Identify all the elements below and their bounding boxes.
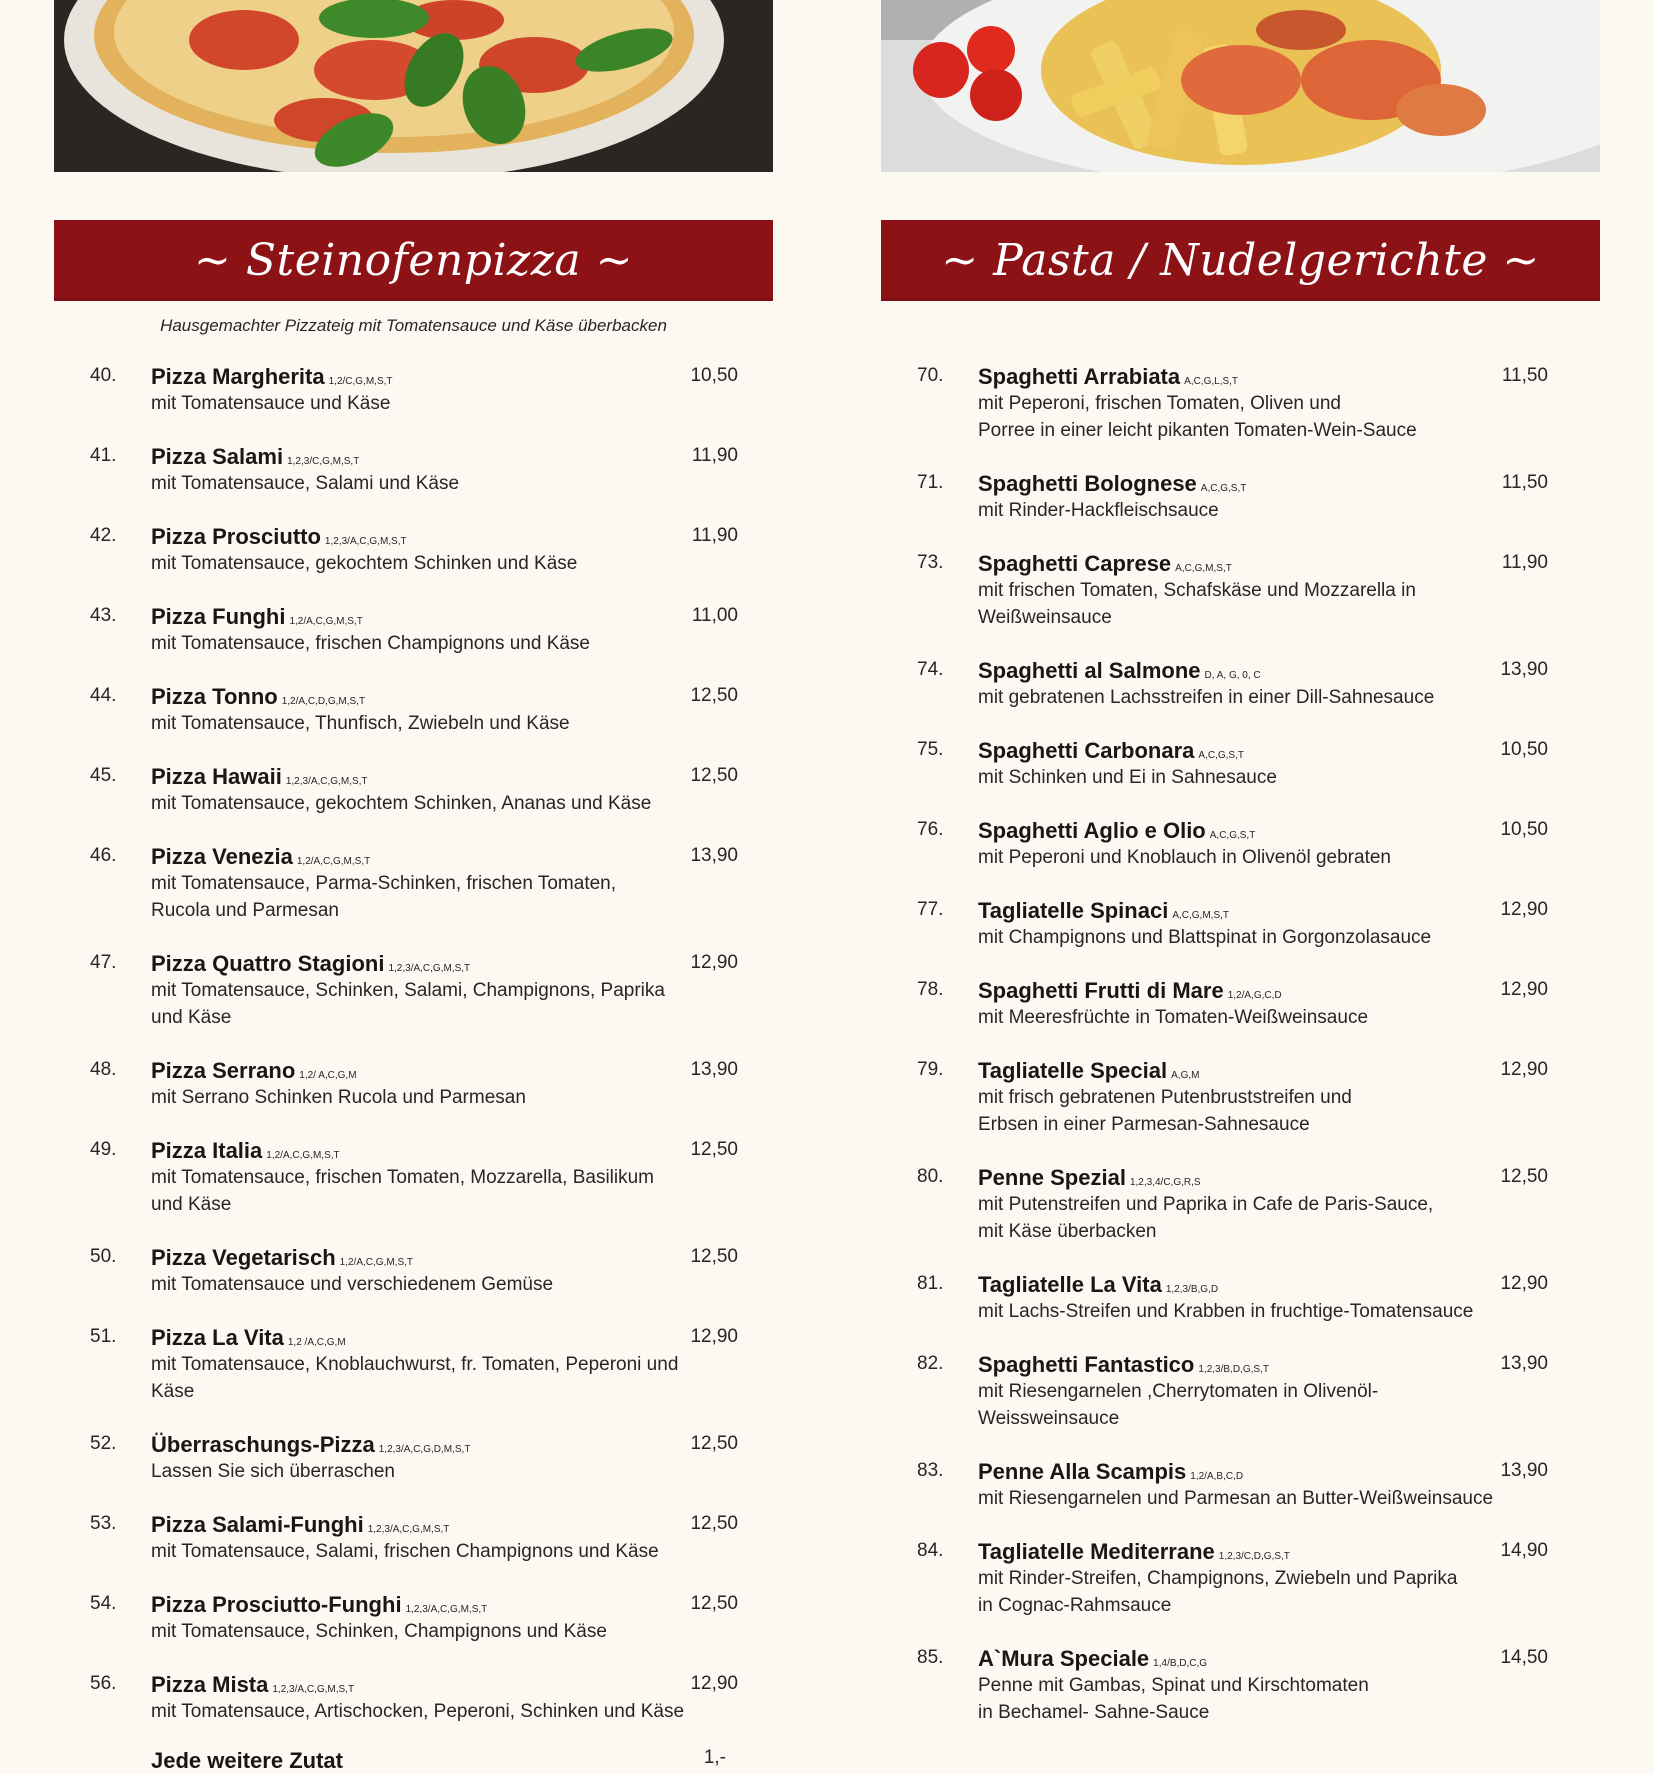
item-price: 12,90 (1500, 1059, 1548, 1080)
item-price: 10,50 (1500, 819, 1548, 840)
item-description: mit Tomatensauce und Käse (151, 393, 391, 414)
menu-item (917, 1164, 1548, 1245)
item-number: 85. (917, 1647, 944, 1668)
item-description: mit Tomatensauce, Schinken, Salami, Champignons, Paprika und Käse (151, 980, 665, 1028)
item-price: 10,50 (1500, 739, 1548, 760)
item-name: Spaghetti Bolognese (978, 471, 1197, 496)
item-name: Spaghetti Frutti di Mare (978, 978, 1224, 1003)
item-price: 12,50 (690, 1433, 738, 1454)
item-allergens: 1,2/A,B,C,D (1190, 1471, 1244, 1482)
menu-item (90, 523, 738, 577)
item-price: 12,50 (690, 1593, 738, 1614)
item-number: 56. (90, 1673, 117, 1694)
item-description: mit Tomatensauce, frischen Tomaten, Mozzarella, Basilikum und Käse (151, 1167, 655, 1215)
item-price: 11,90 (691, 445, 738, 466)
item-price: 11,50 (1501, 472, 1548, 493)
item-description: mit Tomatensauce und verschiedenem Gemüse (151, 1274, 554, 1295)
item-name: Spaghetti Carbonara (978, 738, 1195, 763)
extra-topping-row (90, 1747, 738, 1774)
item-allergens: 1,4/B,D,C,G (1153, 1658, 1208, 1669)
menu-item (917, 1458, 1548, 1512)
pizza-margherita-image (54, 0, 773, 172)
item-number: 45. (90, 765, 117, 786)
item-allergens: A,C,G,M,S,T (1172, 910, 1229, 921)
item-price: 13,90 (1500, 1353, 1548, 1374)
item-allergens: A,C,G,S,T (1200, 483, 1247, 494)
item-name: Pizza Funghi (151, 604, 286, 629)
item-number: 78. (917, 979, 944, 1000)
item-price: 12,90 (1500, 899, 1548, 920)
menu-item (917, 1645, 1548, 1726)
menu-item (90, 843, 738, 924)
menu-item (90, 683, 738, 737)
item-number: 43. (90, 605, 117, 626)
item-allergens: 1,2/C,G,M,S,T (328, 376, 393, 387)
item-description: Lassen Sie sich überraschen (151, 1461, 395, 1482)
menu-item (917, 817, 1548, 871)
item-name: Tagliatelle Spinaci (978, 898, 1169, 923)
item-allergens: 1,2,3/A,C,G,M,S,T (324, 536, 407, 547)
pasta-menu-list (917, 363, 1548, 1752)
menu-item (917, 1538, 1548, 1619)
item-number: 83. (917, 1460, 944, 1481)
item-description: mit Tomatensauce, Parma-Schinken, frischen Tomaten, Rucola und Parmesan (151, 873, 617, 921)
item-number: 82. (917, 1353, 944, 1374)
item-price: 14,50 (1500, 1647, 1548, 1668)
item-allergens: 1,2 /A,C,G,M (287, 1337, 346, 1348)
item-number: 76. (917, 819, 944, 840)
item-name: A`Mura Speciale (978, 1646, 1150, 1671)
item-number: 48. (90, 1059, 117, 1080)
menu-item (90, 603, 738, 657)
item-allergens: 1,2,3,4/C,G,R,S (1129, 1177, 1201, 1188)
item-description: mit Champignons und Blattspinat in Gorgonzolasauce (978, 927, 1432, 948)
extra-topping-label: Jede weitere Zutat (151, 1748, 343, 1773)
item-description: mit Tomatensauce, Salami, frischen Champignons und Käse (151, 1541, 659, 1562)
item-name: Pizza Salami-Funghi (151, 1512, 364, 1537)
item-price: 12,90 (1500, 1273, 1548, 1294)
item-number: 71. (917, 472, 944, 493)
item-allergens: 1,2,3/A,C,G,M,S,T (405, 1604, 488, 1615)
item-name: Pizza Tonno (151, 684, 278, 709)
item-description: mit frischen Tomaten, Schafskäse und Mozzarella in Weißweinsauce (978, 580, 1416, 628)
item-price: 13,90 (690, 1059, 738, 1080)
item-name: Penne Alla Scampis (978, 1459, 1187, 1484)
item-number: 79. (917, 1059, 944, 1080)
item-number: 75. (917, 739, 944, 760)
item-price: 13,90 (1500, 1460, 1548, 1481)
pizza-subtitle: Hausgemachter Pizzateig mit Tomatensauce und Käse überbacken (160, 316, 667, 335)
item-price: 12,50 (690, 765, 738, 786)
item-description: mit Tomatensauce, gekochtem Schinken und Käse (151, 553, 578, 574)
item-allergens: 1,2/ A,C,G,M (299, 1070, 357, 1081)
item-name: Pizza Prosciutto-Funghi (151, 1592, 402, 1617)
menu-item (90, 1324, 738, 1405)
item-price: 13,90 (690, 845, 738, 866)
item-name: Spaghetti Aglio e Olio (978, 818, 1206, 843)
item-description: mit Tomatensauce, Schinken, Champignons und Käse (151, 1621, 607, 1642)
item-name: Spaghetti Arrabiata (978, 364, 1181, 389)
item-description: mit Riesengarnelen ,Cherrytomaten in Olivenöl-Weissweinsauce (978, 1381, 1379, 1429)
item-allergens: 1,2,3/C,G,M,S,T (287, 456, 360, 467)
menu-item (90, 1057, 738, 1111)
item-number: 53. (90, 1513, 117, 1534)
item-number: 84. (917, 1540, 944, 1561)
menu-item (90, 363, 738, 417)
pasta-photo (881, 0, 1600, 172)
item-allergens: 1,2,3/A,C,G,D,M,S,T (378, 1444, 471, 1455)
menu-item (90, 1137, 738, 1218)
item-number: 46. (90, 845, 117, 866)
item-allergens: 1,2/A,C,G,M,S,T (339, 1257, 414, 1268)
item-description: mit Serrano Schinken Rucola und Parmesan (151, 1087, 526, 1108)
item-description: mit Schinken und Ei in Sahnesauce (978, 767, 1277, 788)
item-price: 12,90 (690, 952, 738, 973)
item-description: mit Tomatensauce, Salami und Käse (151, 473, 460, 494)
menu-item (90, 1431, 738, 1485)
penne-shrimp-image (881, 0, 1600, 172)
item-name: Überraschungs-Pizza (151, 1432, 375, 1457)
menu-item (90, 1244, 738, 1298)
item-name: Pizza Prosciutto (151, 524, 321, 549)
menu-item (917, 363, 1548, 444)
item-allergens: 1,2,3/B,D,G,S,T (1198, 1364, 1269, 1375)
item-allergens: 1,2/A,G,C,D (1227, 990, 1282, 1001)
item-price: 11,90 (1501, 552, 1548, 573)
item-number: 52. (90, 1433, 117, 1454)
menu-item (917, 550, 1548, 631)
item-description: mit Putenstreifen und Paprika in Cafe de Paris-Sauce, mit Käse überbacken (978, 1194, 1434, 1242)
item-price: 10,50 (690, 365, 738, 386)
item-description: Penne mit Gambas, Spinat und Kirschtomaten in Bechamel- Sahne-Sauce (978, 1675, 1369, 1723)
item-description: mit Rinder-Hackfleischsauce (978, 500, 1219, 521)
item-price: 12,90 (690, 1673, 738, 1694)
section-title-pasta: ~ Pasta / Nudelgerichte ~ (881, 220, 1600, 301)
item-description: mit Tomatensauce, Knoblauchwurst, fr. Tomaten, Peperoni und Käse (151, 1354, 679, 1402)
item-description: mit Tomatensauce, Artischocken, Peperoni, Schinken und Käse (151, 1701, 685, 1722)
extra-topping-price: 1,- (703, 1747, 726, 1768)
menu-item (917, 977, 1548, 1031)
item-allergens: A,C,G,M,S,T (1175, 563, 1232, 574)
item-name: Pizza Hawaii (151, 764, 282, 789)
item-price: 11,00 (691, 605, 738, 626)
item-allergens: 1,2/A,C,D,G,M,S,T (281, 696, 366, 707)
pizza-menu-list (90, 363, 738, 1774)
item-description: mit Peperoni, frischen Tomaten, Oliven und Porree in einer leicht pikanten Tomaten-Wein-Sauce (978, 393, 1417, 441)
item-allergens: A,G,M (1171, 1070, 1200, 1081)
menu-item (917, 737, 1548, 791)
item-name: Pizza Salami (151, 444, 284, 469)
item-allergens: 1,2/A,C,G,M,S,T (296, 856, 371, 867)
item-description: mit frisch gebratenen Putenbruststreifen und Erbsen in einer Parmesan-Sahnesauce (978, 1087, 1352, 1135)
item-name: Pizza Venezia (151, 844, 293, 869)
item-number: 47. (90, 952, 117, 973)
menu-item (917, 657, 1548, 711)
item-number: 42. (90, 525, 117, 546)
item-allergens: 1,2,3/C,D,G,S,T (1218, 1551, 1290, 1562)
menu-item (90, 443, 738, 497)
item-description: mit Rinder-Streifen, Champignons, Zwiebeln und Paprika in Cognac-Rahmsauce (978, 1568, 1458, 1616)
item-number: 49. (90, 1139, 117, 1160)
menu-item (917, 897, 1548, 951)
item-price: 12,50 (690, 1513, 738, 1534)
item-allergens: 1,2/A,C,G,M,S,T (289, 616, 363, 627)
item-price: 14,90 (1500, 1540, 1548, 1561)
item-number: 51. (90, 1326, 117, 1347)
pizza-photo (54, 0, 773, 172)
item-allergens: 1,2,3/A,C,G,M,S,T (285, 776, 368, 787)
item-description: mit Tomatensauce, frischen Champignons und Käse (151, 633, 591, 654)
item-price: 12,50 (690, 685, 738, 706)
item-number: 40. (90, 365, 117, 386)
item-allergens: 1,2,3/A,C,G,M,S,T (272, 1684, 355, 1695)
item-description: mit Peperoni und Knoblauch in Olivenöl gebraten (978, 847, 1391, 868)
menu-item (90, 1671, 738, 1725)
item-description: mit Lachs-Streifen und Krabben in fruchtige-Tomatensauce (978, 1301, 1474, 1322)
item-description: mit Riesengarnelen und Parmesan an Butter-Weißweinsauce (978, 1488, 1494, 1509)
item-number: 41. (90, 445, 117, 466)
item-number: 50. (90, 1246, 117, 1267)
item-number: 70. (917, 365, 944, 386)
item-price: 12,90 (1500, 979, 1548, 1000)
menu-item (90, 1511, 738, 1565)
section-title-pizza: ~ Steinofenpizza ~ (54, 220, 773, 301)
menu-item (917, 1271, 1548, 1325)
item-number: 81. (917, 1273, 944, 1294)
item-price: 12,50 (690, 1246, 738, 1267)
item-description: mit Meeresfrüchte in Tomaten-Weißweinsauce (978, 1007, 1369, 1028)
menu-item (90, 1591, 738, 1645)
item-name: Pizza Quattro Stagioni (151, 951, 385, 976)
item-name: Tagliatelle La Vita (978, 1272, 1162, 1297)
item-allergens: 1,2/A,C,G,M,S,T (266, 1150, 340, 1161)
item-name: Pizza Margherita (151, 364, 325, 389)
item-name: Pizza Vegetarisch (151, 1245, 336, 1270)
item-allergens: A,C,G,L,S,T (1184, 376, 1239, 387)
menu-item (917, 1057, 1548, 1138)
item-name: Pizza La Vita (151, 1325, 284, 1350)
item-price: 11,50 (1501, 365, 1548, 386)
item-allergens: 1,2,3/A,C,G,M,S,T (367, 1524, 450, 1535)
item-allergens: D, A, G, 0, C (1204, 670, 1261, 681)
item-name: Spaghetti al Salmone (978, 658, 1201, 683)
item-name: Pizza Mista (151, 1672, 269, 1697)
item-price: 13,90 (1500, 659, 1548, 680)
item-allergens: A,C,G,S,T (1198, 750, 1244, 761)
item-number: 44. (90, 685, 117, 706)
item-price: 12,50 (1500, 1166, 1548, 1187)
menu-item (90, 763, 738, 817)
item-name: Spaghetti Fantastico (978, 1352, 1195, 1377)
item-price: 11,90 (691, 525, 738, 546)
item-allergens: 1,2,3/A,C,G,M,S,T (388, 963, 471, 974)
item-name: Pizza Italia (151, 1138, 263, 1163)
menu-item (917, 470, 1548, 524)
menu-item (90, 950, 738, 1031)
item-name: Spaghetti Caprese (978, 551, 1172, 576)
item-allergens: A,C,G,S,T (1209, 830, 1256, 841)
item-price: 12,90 (690, 1326, 738, 1347)
item-allergens: 1,2,3/B,G,D (1165, 1284, 1219, 1295)
item-number: 54. (90, 1593, 117, 1614)
item-number: 74. (917, 659, 944, 680)
item-description: mit Tomatensauce, gekochtem Schinken, Ananas und Käse (151, 793, 652, 814)
item-price: 12,50 (690, 1139, 738, 1160)
item-name: Tagliatelle Special (978, 1058, 1168, 1083)
item-number: 73. (917, 552, 944, 573)
item-name: Pizza Serrano (151, 1058, 296, 1083)
item-number: 77. (917, 899, 944, 920)
menu-item (917, 1351, 1548, 1432)
item-description: mit Tomatensauce, Thunfisch, Zwiebeln und Käse (151, 713, 570, 734)
item-description: mit gebratenen Lachsstreifen in einer Dill-Sahnesauce (978, 687, 1435, 708)
item-name: Penne Spezial (978, 1165, 1126, 1190)
item-number: 80. (917, 1166, 944, 1187)
item-name: Tagliatelle Mediterrane (978, 1539, 1215, 1564)
